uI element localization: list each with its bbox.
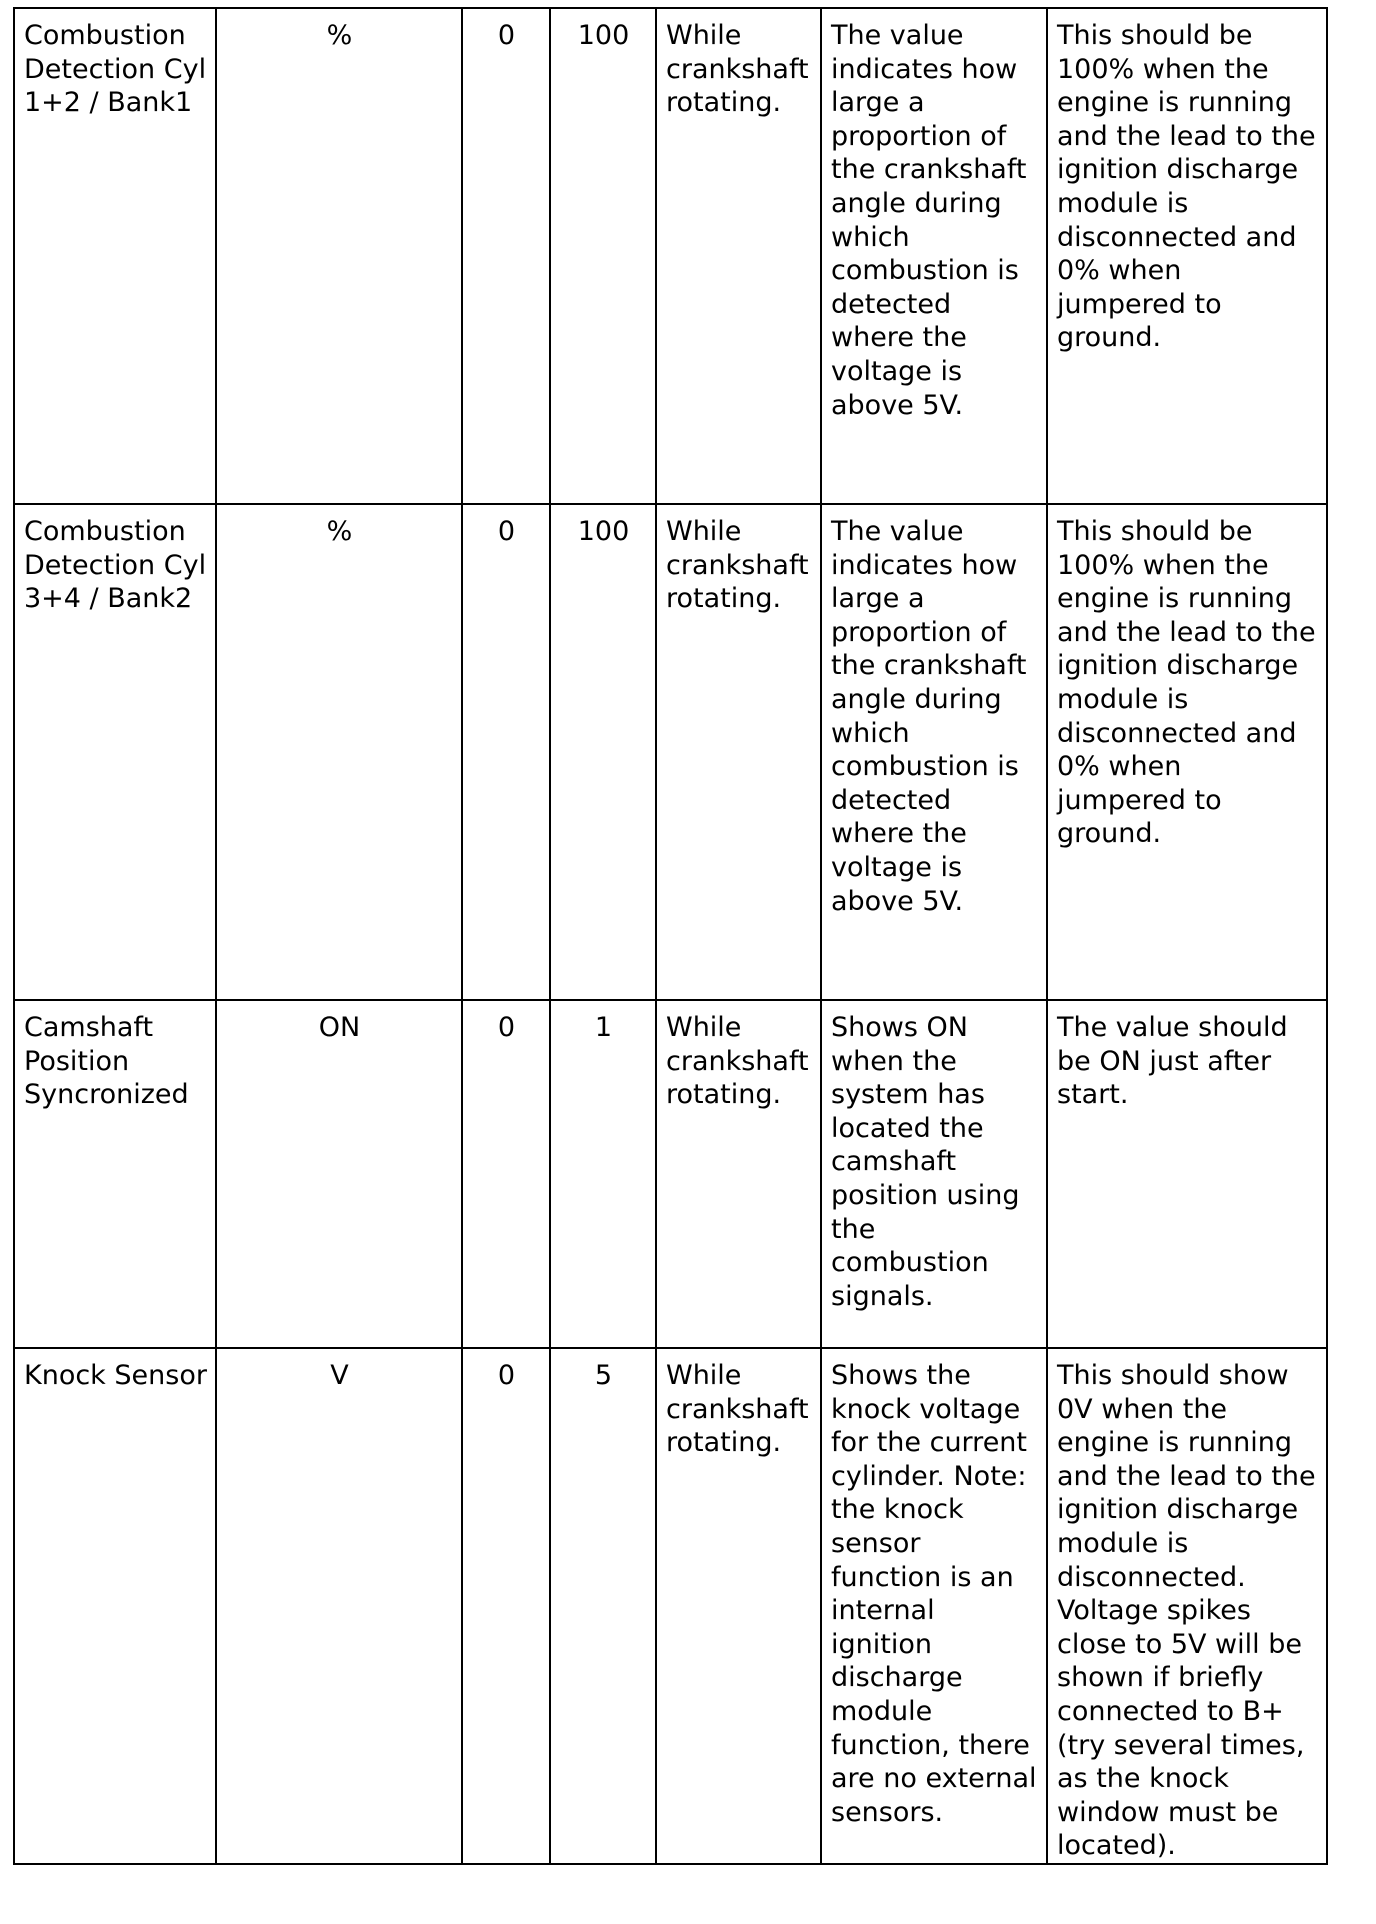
parameter-unit: V bbox=[216, 1348, 462, 1864]
parameter-note: The value should be ON just after start. bbox=[1047, 1000, 1327, 1348]
parameter-description: The value indicates how large a proportion of the crankshaft angle during which combustion is detected where the voltage is above 5V. bbox=[821, 504, 1047, 1000]
parameter-description: Shows the knock voltage for the current cylinder. Note: the knock sensor function is an internal ignition discharge module function, there are no external sensors. bbox=[821, 1348, 1047, 1864]
table-row bbox=[14, 1348, 1327, 1864]
parameter-unit: ON bbox=[216, 1000, 462, 1348]
parameter-min: 0 bbox=[462, 1000, 550, 1348]
parameter-note: This should be 100% when the engine is running and the lead to the ignition discharge module is disconnected and 0% when jumpered to ground. bbox=[1047, 8, 1327, 504]
parameter-max: 1 bbox=[550, 1000, 656, 1348]
table-row bbox=[14, 8, 1327, 504]
parameter-max: 100 bbox=[550, 504, 656, 1000]
parameter-min: 0 bbox=[462, 1348, 550, 1864]
parameter-unit: % bbox=[216, 8, 462, 504]
parameter-condition: While crankshaft rotating. bbox=[656, 1348, 821, 1864]
parameter-note: This should show 0V when the engine is running and the lead to the ignition discharge module is disconnected. Voltage spikes close to 5V will be shown if briefly connected to B+ (try several times, as the knock window must be located). bbox=[1047, 1348, 1327, 1864]
parameter-condition: While crankshaft rotating. bbox=[656, 8, 821, 504]
parameter-description: The value indicates how large a proportion of the crankshaft angle during which combustion is detected where the voltage is above 5V. bbox=[821, 8, 1047, 504]
parameter-min: 0 bbox=[462, 8, 550, 504]
parameter-name: Combustion Detection Cyl 1+2 / Bank1 bbox=[14, 8, 216, 504]
parameter-max: 5 bbox=[550, 1348, 656, 1864]
parameter-condition: While crankshaft rotating. bbox=[656, 1000, 821, 1348]
parameter-table bbox=[13, 7, 1328, 1865]
parameter-description: Shows ON when the system has located the camshaft position using the combustion signals. bbox=[821, 1000, 1047, 1348]
parameter-min: 0 bbox=[462, 504, 550, 1000]
parameter-unit: % bbox=[216, 504, 462, 1000]
parameter-condition: While crankshaft rotating. bbox=[656, 504, 821, 1000]
parameter-note: This should be 100% when the engine is running and the lead to the ignition discharge module is disconnected and 0% when jumpered to ground. bbox=[1047, 504, 1327, 1000]
parameter-max: 100 bbox=[550, 8, 656, 504]
parameter-name: Knock Sensor bbox=[14, 1348, 216, 1864]
parameter-name: Camshaft Position Syncronized bbox=[14, 1000, 216, 1348]
parameter-name: Combustion Detection Cyl 3+4 / Bank2 bbox=[14, 504, 216, 1000]
table-row bbox=[14, 1000, 1327, 1348]
table-row bbox=[14, 504, 1327, 1000]
